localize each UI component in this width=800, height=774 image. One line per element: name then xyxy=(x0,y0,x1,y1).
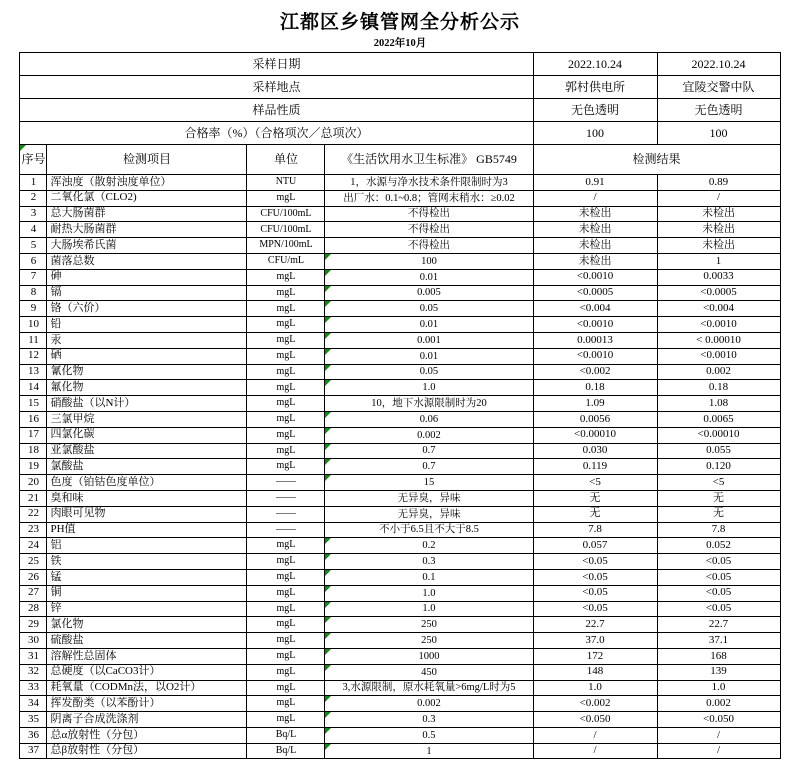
standard-limit-cell: 0.05 xyxy=(325,364,533,380)
table-row xyxy=(20,427,780,443)
result-cell-2: 1 xyxy=(657,253,780,269)
info-value-site2: 100 xyxy=(657,122,780,145)
table-row xyxy=(20,222,780,238)
table-row xyxy=(20,617,780,633)
table-row xyxy=(20,554,780,570)
standard-limit-cell: 0.005 xyxy=(325,285,533,301)
row-number: 13 xyxy=(20,364,47,380)
result-cell-2: 0.055 xyxy=(657,443,780,459)
result-cell-1: <0.004 xyxy=(533,301,657,317)
result-cell-2: 168 xyxy=(657,648,780,664)
table-row xyxy=(20,317,780,333)
result-cell-2: <5 xyxy=(657,475,780,491)
result-cell-1: 0.0056 xyxy=(533,411,657,427)
result-cell-2: 0.0065 xyxy=(657,411,780,427)
result-cell-1: 无 xyxy=(533,490,657,506)
test-item-name: 色度（铂钴色度单位） xyxy=(47,475,247,491)
result-cell-2: 0.18 xyxy=(657,380,780,396)
standard-limit-cell: 不小于6.5且不大于8.5 xyxy=(325,522,533,538)
result-cell-2: <0.0005 xyxy=(657,285,780,301)
test-item-name: 氯化物 xyxy=(47,617,247,633)
standard-limit-cell: 0.1 xyxy=(325,569,533,585)
result-cell-1: <0.0005 xyxy=(533,285,657,301)
header-cell-item: 检测项目 xyxy=(47,145,247,175)
table-row xyxy=(20,396,780,412)
result-cell-1: <0.050 xyxy=(533,712,657,728)
row-number: 12 xyxy=(20,348,47,364)
table-row xyxy=(20,380,780,396)
standard-limit-cell: 不得检出 xyxy=(325,206,533,222)
test-item-name: 砷 xyxy=(47,269,247,285)
test-item-name: 汞 xyxy=(47,332,247,348)
test-item-name: 耐热大肠菌群 xyxy=(47,222,247,238)
standard-limit-cell: 250 xyxy=(325,617,533,633)
analysis-table xyxy=(19,52,780,759)
test-item-name: 硫酸盐 xyxy=(47,633,247,649)
result-cell-1: <0.05 xyxy=(533,569,657,585)
result-cell-2: 无 xyxy=(657,490,780,506)
unit-cell: mgL xyxy=(247,427,325,443)
row-number: 25 xyxy=(20,554,47,570)
info-label: 采样日期 xyxy=(20,53,533,76)
unit-cell: mgL xyxy=(247,538,325,554)
result-cell-1: 0.057 xyxy=(533,538,657,554)
result-cell-1: 0.030 xyxy=(533,443,657,459)
result-cell-1: 未检出 xyxy=(533,238,657,254)
standard-limit-cell: 450 xyxy=(325,664,533,680)
table-row xyxy=(20,680,780,696)
table-row xyxy=(20,238,780,254)
test-item-name: 硝酸盐（以N计） xyxy=(47,396,247,412)
test-item-name: 铅 xyxy=(47,317,247,333)
result-cell-2: 未检出 xyxy=(657,222,780,238)
standard-limit-cell: 1000 xyxy=(325,648,533,664)
row-number: 10 xyxy=(20,317,47,333)
test-item-name: 铁 xyxy=(47,554,247,570)
row-number: 18 xyxy=(20,443,47,459)
standard-limit-cell: 0.3 xyxy=(325,554,533,570)
row-number: 3 xyxy=(20,206,47,222)
row-number: 27 xyxy=(20,585,47,601)
result-cell-2: 0.0033 xyxy=(657,269,780,285)
test-item-name: 三氯甲烷 xyxy=(47,411,247,427)
unit-cell: mgL xyxy=(247,190,325,206)
unit-cell: mgL xyxy=(247,680,325,696)
header-cell-no: 序号 xyxy=(20,145,47,175)
header-cell-result: 检测结果 xyxy=(533,145,780,175)
table-row xyxy=(20,411,780,427)
result-cell-1: 37.0 xyxy=(533,633,657,649)
test-item-name: 阴离子合成洗涤剂 xyxy=(47,712,247,728)
row-number: 6 xyxy=(20,253,47,269)
standard-limit-cell: 100 xyxy=(325,253,533,269)
test-item-name: 总β放射性（分包） xyxy=(47,743,247,759)
unit-cell: mgL xyxy=(247,585,325,601)
table-row xyxy=(20,301,780,317)
result-cell-2: <0.0010 xyxy=(657,348,780,364)
info-row-sampling-location xyxy=(20,76,780,99)
row-number: 7 xyxy=(20,269,47,285)
table-row xyxy=(20,633,780,649)
row-number: 4 xyxy=(20,222,47,238)
standard-limit-cell: 10，地下水源限制时为20 xyxy=(325,396,533,412)
row-number: 14 xyxy=(20,380,47,396)
result-cell-1: <0.002 xyxy=(533,364,657,380)
table-row xyxy=(20,506,780,522)
result-cell-2: <0.0010 xyxy=(657,317,780,333)
header-cell-standard: 《生活饮用水卫生标准》 GB5749 xyxy=(325,145,533,175)
unit-cell: mgL xyxy=(247,380,325,396)
result-cell-1: 0.119 xyxy=(533,459,657,475)
row-number: 15 xyxy=(20,396,47,412)
standard-limit-cell: 0.3 xyxy=(325,712,533,728)
standard-limit-cell: 0.01 xyxy=(325,317,533,333)
standard-limit-cell: 15 xyxy=(325,475,533,491)
result-cell-1: <5 xyxy=(533,475,657,491)
result-cell-2: / xyxy=(657,743,780,759)
test-item-name: 铬（六价） xyxy=(47,301,247,317)
standard-limit-cell: 1.0 xyxy=(325,380,533,396)
table-row xyxy=(20,269,780,285)
test-item-name: 锌 xyxy=(47,601,247,617)
result-cell-2: <0.050 xyxy=(657,712,780,728)
result-cell-1: 0.18 xyxy=(533,380,657,396)
standard-limit-cell: 3,水源限制，原水耗氧量>6mg/L时为5 xyxy=(325,680,533,696)
table-row xyxy=(20,206,780,222)
table-row xyxy=(20,490,780,506)
standard-limit-cell: 0.001 xyxy=(325,332,533,348)
result-cell-2: 1.08 xyxy=(657,396,780,412)
standard-limit-cell: 0.7 xyxy=(325,459,533,475)
test-item-name: 总大肠菌群 xyxy=(47,206,247,222)
test-item-name: 氰化物 xyxy=(47,364,247,380)
test-item-name: 浑浊度（散射浊度单位） xyxy=(47,175,247,191)
page-title: 江都区乡镇管网全分析公示 xyxy=(279,12,520,33)
table-row xyxy=(20,585,780,601)
result-cell-2: 无 xyxy=(657,506,780,522)
info-row-pass-rate xyxy=(20,122,780,145)
unit-cell: mgL xyxy=(247,664,325,680)
info-value-site2: 无色透明 xyxy=(657,99,780,122)
result-cell-2: 0.002 xyxy=(657,364,780,380)
result-cell-2: <0.00010 xyxy=(657,427,780,443)
info-value-site2: 2022.10.24 xyxy=(657,53,780,76)
unit-cell: mgL xyxy=(247,617,325,633)
result-cell-1: <0.0010 xyxy=(533,317,657,333)
info-label: 样品性质 xyxy=(20,99,533,122)
result-cell-2: < 0.00010 xyxy=(657,332,780,348)
result-cell-1: 7.8 xyxy=(533,522,657,538)
result-cell-1: <0.002 xyxy=(533,696,657,712)
column-header-row xyxy=(20,145,780,175)
test-item-name: 二氧化氯（CLO2) xyxy=(47,190,247,206)
table-row xyxy=(20,332,780,348)
result-cell-2: 0.120 xyxy=(657,459,780,475)
row-number: 20 xyxy=(20,475,47,491)
unit-cell: CFU/mL xyxy=(247,253,325,269)
row-number: 8 xyxy=(20,285,47,301)
test-item-name: 镉 xyxy=(47,285,247,301)
standard-limit-cell: 0.002 xyxy=(325,427,533,443)
standard-limit-cell: 0.5 xyxy=(325,727,533,743)
standard-limit-cell: 250 xyxy=(325,633,533,649)
table-row xyxy=(20,364,780,380)
test-item-name: PH值 xyxy=(47,522,247,538)
unit-cell: mgL xyxy=(247,443,325,459)
row-number: 29 xyxy=(20,617,47,633)
unit-cell: mgL xyxy=(247,648,325,664)
row-number: 32 xyxy=(20,664,47,680)
result-cell-2: <0.004 xyxy=(657,301,780,317)
standard-limit-cell: 不得检出 xyxy=(325,238,533,254)
test-item-name: 四氯化碳 xyxy=(47,427,247,443)
result-cell-1: 未检出 xyxy=(533,206,657,222)
result-cell-2: <0.05 xyxy=(657,601,780,617)
info-row-sampling-date xyxy=(20,53,780,76)
standard-limit-cell: 0.01 xyxy=(325,269,533,285)
test-item-name: 铝 xyxy=(47,538,247,554)
row-number: 11 xyxy=(20,332,47,348)
unit-cell: Bq/L xyxy=(247,743,325,759)
result-cell-1: <0.05 xyxy=(533,585,657,601)
table-row xyxy=(20,285,780,301)
test-item-name: 硒 xyxy=(47,348,247,364)
test-item-name: 挥发酚类（以苯酚计） xyxy=(47,696,247,712)
result-cell-1: / xyxy=(533,727,657,743)
result-cell-1: <0.0010 xyxy=(533,269,657,285)
unit-cell: mgL xyxy=(247,285,325,301)
unit-cell: mgL xyxy=(247,348,325,364)
row-number: 24 xyxy=(20,538,47,554)
row-number: 16 xyxy=(20,411,47,427)
row-number: 34 xyxy=(20,696,47,712)
table-row xyxy=(20,727,780,743)
test-item-name: 氟化物 xyxy=(47,380,247,396)
info-value-site1: 郭村供电所 xyxy=(533,76,657,99)
unit-cell: mgL xyxy=(247,554,325,570)
row-number: 28 xyxy=(20,601,47,617)
row-number: 19 xyxy=(20,459,47,475)
row-number: 2 xyxy=(20,190,47,206)
info-label: 合格率（%）（合格项次／总项次） xyxy=(20,122,533,145)
test-item-name: 溶解性总固体 xyxy=(47,648,247,664)
info-label: 采样地点 xyxy=(20,76,533,99)
row-number: 31 xyxy=(20,648,47,664)
result-cell-1: <0.05 xyxy=(533,601,657,617)
unit-cell: MPN/100mL xyxy=(247,238,325,254)
unit-cell: mgL xyxy=(247,712,325,728)
result-cell-1: 未检出 xyxy=(533,253,657,269)
result-cell-2: 1.0 xyxy=(657,680,780,696)
test-item-name: 铜 xyxy=(47,585,247,601)
table-row xyxy=(20,348,780,364)
row-number: 1 xyxy=(20,175,47,191)
result-cell-2: 未检出 xyxy=(657,206,780,222)
row-number: 23 xyxy=(20,522,47,538)
unit-cell: —— xyxy=(247,522,325,538)
result-cell-2: 0.052 xyxy=(657,538,780,554)
info-value-site2: 宜陵交警中队 xyxy=(657,76,780,99)
unit-cell: mgL xyxy=(247,332,325,348)
test-item-name: 肉眼可见物 xyxy=(47,506,247,522)
table-row xyxy=(20,522,780,538)
result-cell-1: 0.91 xyxy=(533,175,657,191)
header-cell-unit: 单位 xyxy=(247,145,325,175)
results-table-body xyxy=(20,175,780,759)
result-cell-1: / xyxy=(533,743,657,759)
result-cell-1: <0.0010 xyxy=(533,348,657,364)
standard-limit-cell: 无异臭，异味 xyxy=(325,506,533,522)
result-cell-1: 无 xyxy=(533,506,657,522)
standard-limit-cell: 无异臭，异味 xyxy=(325,490,533,506)
row-number: 9 xyxy=(20,301,47,317)
row-number: 36 xyxy=(20,727,47,743)
unit-cell: mgL xyxy=(247,396,325,412)
unit-cell: —— xyxy=(247,506,325,522)
unit-cell: mgL xyxy=(247,269,325,285)
unit-cell: —— xyxy=(247,475,325,491)
result-cell-2: / xyxy=(657,190,780,206)
row-number: 30 xyxy=(20,633,47,649)
unit-cell: CFU/100mL xyxy=(247,206,325,222)
table-row xyxy=(20,459,780,475)
standard-limit-cell: 0.2 xyxy=(325,538,533,554)
row-number: 35 xyxy=(20,712,47,728)
test-item-name: 臭和味 xyxy=(47,490,247,506)
result-cell-1: 148 xyxy=(533,664,657,680)
unit-cell: —— xyxy=(247,490,325,506)
report-month: 2022年10月 xyxy=(373,38,427,49)
result-cell-2: <0.05 xyxy=(657,569,780,585)
standard-limit-cell: 0.002 xyxy=(325,696,533,712)
info-value-site1: 无色透明 xyxy=(533,99,657,122)
result-cell-2: 7.8 xyxy=(657,522,780,538)
table-row xyxy=(20,443,780,459)
test-item-name: 耗氧量（CODMn法，以O2计） xyxy=(47,680,247,696)
unit-cell: mgL xyxy=(247,569,325,585)
row-number: 21 xyxy=(20,490,47,506)
unit-cell: mgL xyxy=(247,317,325,333)
standard-limit-cell: 出厂水：0.1~0.8；管网末稍水：≥0.02 xyxy=(325,190,533,206)
row-number: 33 xyxy=(20,680,47,696)
row-number: 17 xyxy=(20,427,47,443)
result-cell-1: 0.00013 xyxy=(533,332,657,348)
standard-limit-cell: 0.7 xyxy=(325,443,533,459)
result-cell-2: 139 xyxy=(657,664,780,680)
result-cell-2: <0.05 xyxy=(657,554,780,570)
result-cell-2: 0.89 xyxy=(657,175,780,191)
table-row xyxy=(20,601,780,617)
table-row xyxy=(20,569,780,585)
result-cell-2: 37.1 xyxy=(657,633,780,649)
standard-limit-cell: 1.0 xyxy=(325,601,533,617)
result-cell-1: 未检出 xyxy=(533,222,657,238)
standard-limit-cell: 1 xyxy=(325,743,533,759)
result-cell-2: 22.7 xyxy=(657,617,780,633)
standard-limit-cell: 不得检出 xyxy=(325,222,533,238)
unit-cell: CFU/100mL xyxy=(247,222,325,238)
table-row xyxy=(20,664,780,680)
row-number: 37 xyxy=(20,743,47,759)
unit-cell: mgL xyxy=(247,364,325,380)
unit-cell: NTU xyxy=(247,175,325,191)
table-row xyxy=(20,648,780,664)
unit-cell: mgL xyxy=(247,459,325,475)
row-number: 22 xyxy=(20,506,47,522)
result-cell-1: 1.09 xyxy=(533,396,657,412)
info-value-site1: 100 xyxy=(533,122,657,145)
result-cell-1: <0.05 xyxy=(533,554,657,570)
test-item-name: 菌落总数 xyxy=(47,253,247,269)
test-item-name: 锰 xyxy=(47,569,247,585)
info-row-sample-nature xyxy=(20,99,780,122)
unit-cell: Bq/L xyxy=(247,727,325,743)
result-cell-2: / xyxy=(657,727,780,743)
table-row xyxy=(20,175,780,191)
test-item-name: 大肠埃希氏菌 xyxy=(47,238,247,254)
result-cell-1: 22.7 xyxy=(533,617,657,633)
result-cell-1: 1.0 xyxy=(533,680,657,696)
standard-limit-cell: 0.01 xyxy=(325,348,533,364)
test-item-name: 亚氯酸盐 xyxy=(47,443,247,459)
standard-limit-cell: 0.06 xyxy=(325,411,533,427)
unit-cell: mgL xyxy=(247,301,325,317)
table-row xyxy=(20,743,780,759)
table-row xyxy=(20,475,780,491)
table-row xyxy=(20,696,780,712)
result-cell-2: 0.002 xyxy=(657,696,780,712)
result-cell-2: <0.05 xyxy=(657,585,780,601)
standard-limit-cell: 0.05 xyxy=(325,301,533,317)
row-number: 5 xyxy=(20,238,47,254)
table-row xyxy=(20,712,780,728)
unit-cell: mgL xyxy=(247,633,325,649)
result-cell-1: <0.00010 xyxy=(533,427,657,443)
result-cell-1: 172 xyxy=(533,648,657,664)
info-value-site1: 2022.10.24 xyxy=(533,53,657,76)
standard-limit-cell: 1，水源与净水技术条件限制时为3 xyxy=(325,175,533,191)
result-cell-2: 未检出 xyxy=(657,238,780,254)
test-item-name: 氯酸盐 xyxy=(47,459,247,475)
table-row xyxy=(20,190,780,206)
table-row xyxy=(20,253,780,269)
row-number: 26 xyxy=(20,569,47,585)
table-row xyxy=(20,538,780,554)
unit-cell: mgL xyxy=(247,601,325,617)
standard-limit-cell: 1.0 xyxy=(325,585,533,601)
test-item-name: 总硬度（以CaCO3计） xyxy=(47,664,247,680)
result-cell-1: / xyxy=(533,190,657,206)
unit-cell: mgL xyxy=(247,411,325,427)
test-item-name: 总α放射性（分包） xyxy=(47,727,247,743)
unit-cell: mgL xyxy=(247,696,325,712)
